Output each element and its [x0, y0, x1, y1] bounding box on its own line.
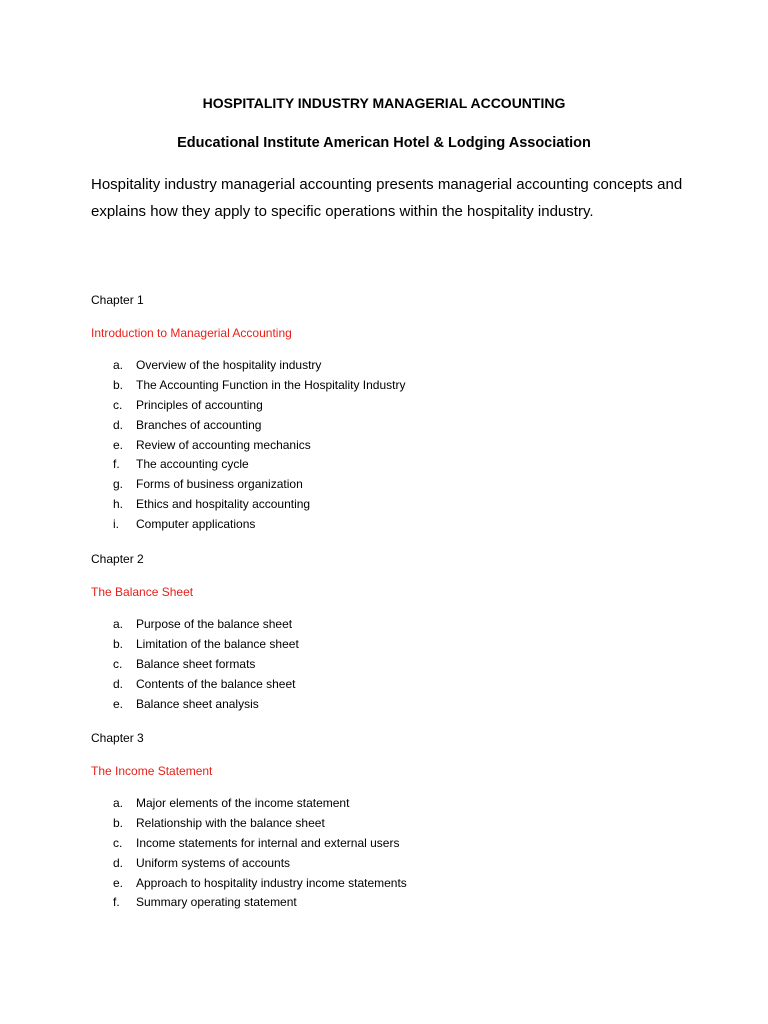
list-item: [91, 854, 691, 874]
list-item: [91, 436, 691, 456]
list-item-text: Relationship with the balance sheet: [136, 815, 325, 830]
list-item: [91, 376, 691, 396]
chapter-1-section: [91, 290, 691, 535]
chapter-item-list: [91, 794, 691, 913]
document-subtitle: Educational Institute American Hotel & Lodging Association: [177, 135, 591, 151]
list-item-text: Income statements for internal and external users: [136, 835, 400, 850]
chapter-2-section: [91, 549, 691, 714]
chapter-label: Chapter 3: [91, 731, 144, 745]
list-marker: a.: [113, 796, 124, 810]
list-item-text: Major elements of the income statement: [136, 796, 350, 810]
list-item: [91, 475, 691, 495]
list-item-text: Computer applications: [136, 517, 256, 532]
list-item: [91, 416, 691, 436]
chapter-label: Chapter 2: [91, 552, 144, 566]
chapter-label: Chapter 1: [91, 293, 144, 307]
chapter-3-section: [91, 728, 691, 913]
list-item: [91, 455, 691, 475]
list-item-text: The Accounting Function in the Hospitality Industry: [136, 377, 406, 392]
list-item-text: Branches of accounting: [136, 417, 262, 432]
list-item: [91, 814, 691, 834]
list-item-text: Limitation of the balance sheet: [136, 636, 299, 651]
chapter-title: Introduction to Managerial Accounting: [91, 326, 292, 340]
list-item: [91, 356, 691, 376]
chapter-title: The Income Statement: [91, 764, 213, 778]
list-marker: e.: [113, 696, 124, 711]
list-marker: d.: [113, 417, 124, 432]
list-item: [91, 515, 691, 535]
list-item: [91, 834, 691, 854]
list-item-text: Balance sheet formats: [136, 656, 256, 671]
list-marker: c.: [113, 835, 123, 850]
list-marker: i.: [113, 517, 119, 532]
intro-paragraph: Hospitality industry managerial accounting presents managerial accounting concepts and explains how they apply to specific operations within the hospitality industry.: [91, 176, 683, 220]
list-item-text: Purpose of the balance sheet: [136, 617, 293, 631]
list-item: [91, 695, 691, 715]
list-item-text: Review of accounting mechanics: [136, 437, 311, 452]
list-item-text: Ethics and hospitality accounting: [136, 497, 311, 512]
list-marker: g.: [113, 477, 124, 492]
list-item: [91, 874, 691, 894]
list-item-text: Overview of the hospitality industry: [136, 358, 322, 372]
list-marker: d.: [113, 855, 124, 870]
list-marker: d.: [113, 676, 124, 691]
list-marker: e.: [113, 437, 124, 452]
list-item: [91, 794, 691, 814]
chapter-item-list: [91, 615, 691, 714]
list-marker: a.: [113, 358, 124, 372]
list-item-text: Approach to hospitality industry income statements: [136, 875, 407, 890]
list-item: [91, 615, 691, 635]
list-marker: c.: [113, 397, 123, 412]
list-item-text: Summary operating statement: [136, 895, 297, 910]
list-item-text: Forms of business organization: [136, 477, 303, 492]
list-marker: b.: [113, 377, 124, 392]
list-item-text: Uniform systems of accounts: [136, 855, 291, 870]
document-title: HOSPITALITY INDUSTRY MANAGERIAL ACCOUNTING: [202, 95, 566, 111]
list-item: [91, 655, 691, 675]
list-marker: h.: [113, 497, 124, 512]
list-item-text: Contents of the balance sheet: [136, 676, 296, 691]
list-item: [91, 675, 691, 695]
list-item-text: Principles of accounting: [136, 397, 263, 412]
list-marker: c.: [113, 656, 123, 671]
list-item: [91, 893, 691, 913]
list-item-text: The accounting cycle: [136, 457, 249, 472]
list-marker: f.: [113, 895, 120, 910]
list-marker: b.: [113, 636, 124, 651]
list-marker: f.: [113, 457, 120, 472]
chapter-title: The Balance Sheet: [91, 585, 194, 599]
list-marker: a.: [113, 617, 124, 631]
list-item: [91, 635, 691, 655]
list-item: [91, 396, 691, 416]
list-item: [91, 495, 691, 515]
list-marker: e.: [113, 875, 124, 890]
list-marker: b.: [113, 815, 124, 830]
chapter-item-list: [91, 356, 691, 535]
list-item-text: Balance sheet analysis: [136, 696, 259, 711]
